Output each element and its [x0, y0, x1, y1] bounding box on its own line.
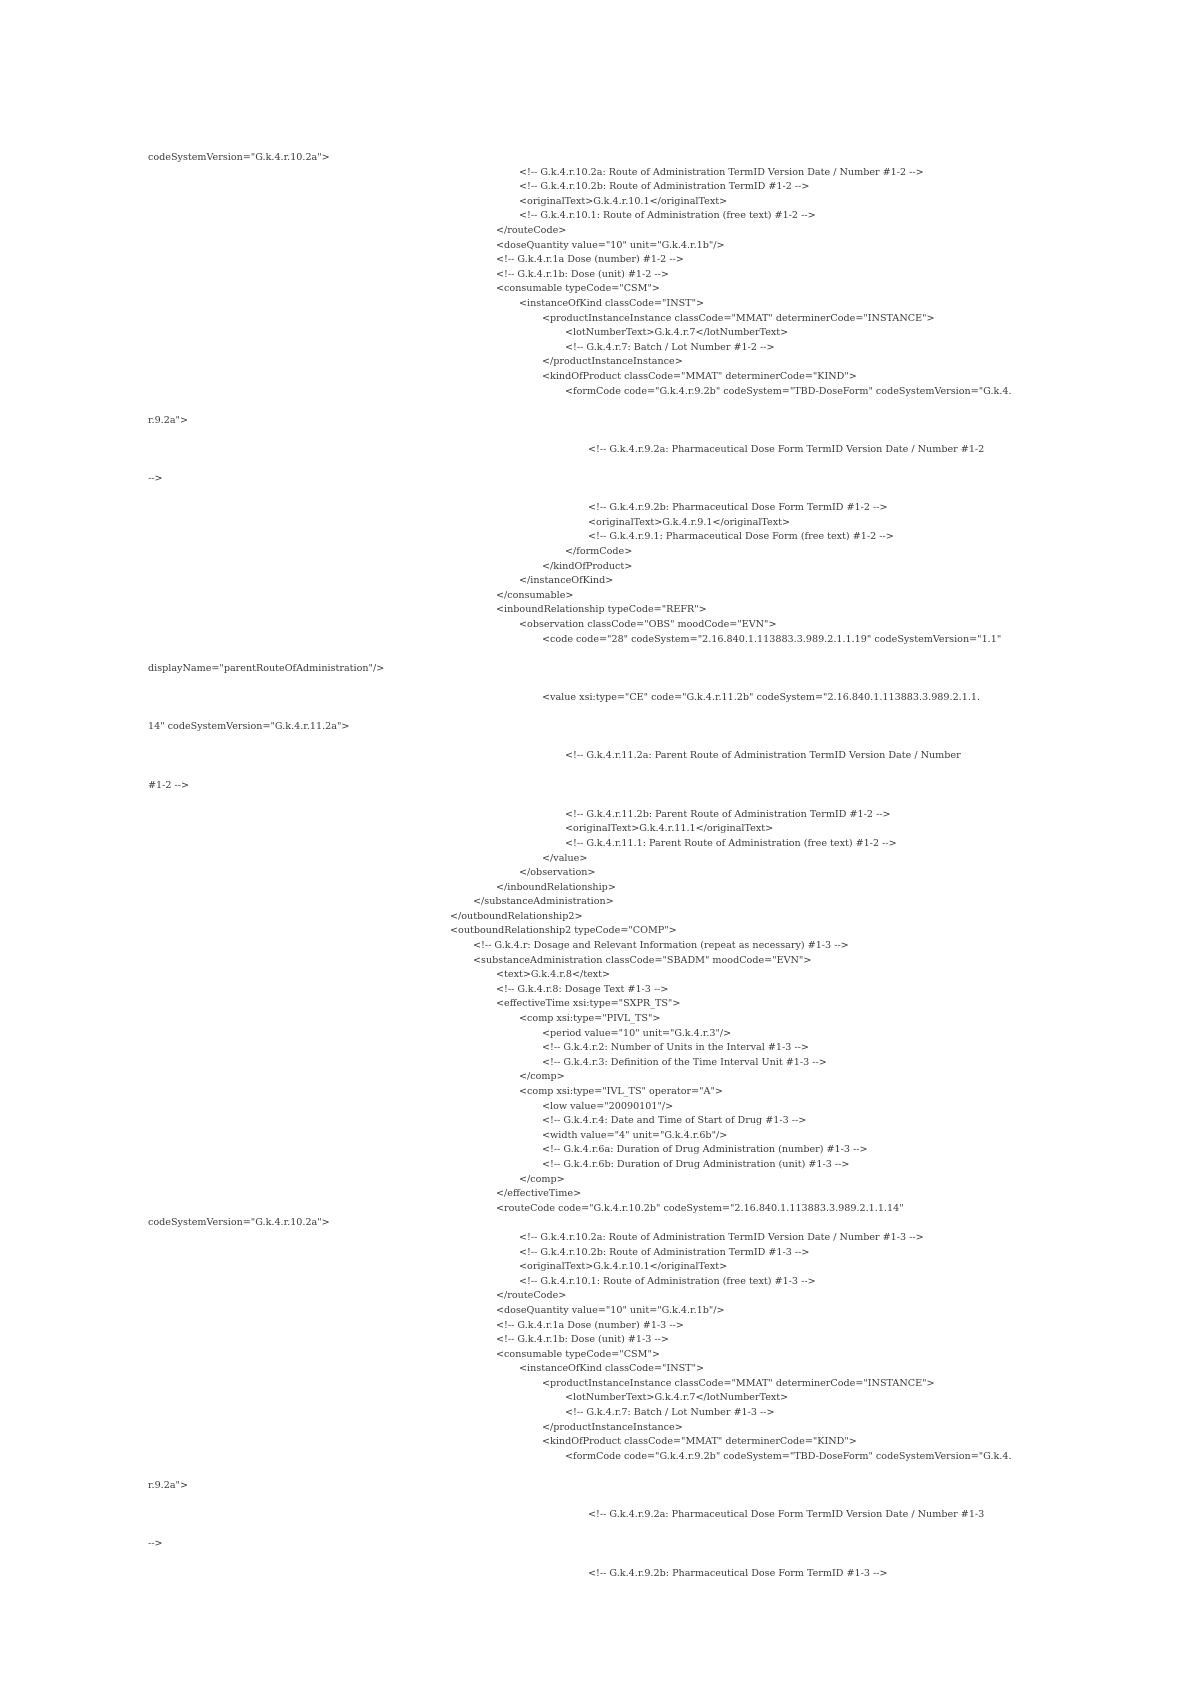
code-line-text: --> — [148, 1538, 163, 1550]
code-line — [148, 881, 1034, 896]
code-line — [148, 209, 1034, 224]
code-line — [148, 1187, 1034, 1202]
code-line-text: <effectiveTime xsi:type="SXPR_TS"> — [496, 998, 681, 1010]
code-line — [148, 224, 1034, 239]
code-line — [148, 837, 1034, 852]
code-line-text: <originalText>G.k.4.r.9.1</originalText> — [588, 516, 791, 528]
code-line-text: r.9.2a"> — [148, 414, 189, 426]
code-line — [148, 633, 1034, 662]
code-line — [148, 239, 1034, 254]
code-line-text: </value> — [542, 852, 588, 864]
code-line-text: <!-- G.k.4.r.11.2a: Parent Route of Administration TermID Version Date / Number — [565, 750, 961, 762]
code-line — [148, 852, 1034, 867]
code-line — [148, 1450, 1034, 1479]
code-line-text: <!-- G.k.4.r.2: Number of Units in the Interval #1-3 --> — [542, 1042, 809, 1054]
code-line-text: <consumable typeCode="CSM"> — [496, 1348, 660, 1360]
code-line-text: </effectiveTime> — [496, 1188, 582, 1200]
code-line-text: <!-- G.k.4.r.8: Dosage Text #1-3 --> — [496, 983, 669, 995]
code-line — [148, 1202, 1034, 1217]
code-line — [148, 1406, 1034, 1421]
code-line — [148, 954, 1034, 969]
code-line-text: <originalText>G.k.4.r.10.1</originalText> — [519, 195, 728, 207]
code-line-text: <originalText>G.k.4.r.11.1</originalText> — [565, 823, 774, 835]
code-line-text: <instanceOfKind classCode="INST"> — [519, 297, 705, 309]
code-line-text: <!-- G.k.4.r.10.1: Route of Administration (free text) #1-2 --> — [519, 210, 816, 222]
code-line — [148, 910, 1034, 925]
code-line-text: <!-- G.k.4.r.7: Batch / Lot Number #1-2 --> — [565, 341, 775, 353]
code-line-text: codeSystemVersion="G.k.4.r.10.2a"> — [148, 1217, 330, 1229]
code-line-text: <lotNumberText>G.k.4.r.7</lotNumberText> — [565, 1392, 789, 1404]
code-line — [148, 866, 1034, 881]
code-line-text: r.9.2a"> — [148, 1480, 189, 1492]
code-line — [148, 1143, 1034, 1158]
code-line — [148, 1391, 1034, 1406]
code-line — [148, 1260, 1034, 1275]
code-line — [148, 1216, 1034, 1231]
code-line — [148, 924, 1034, 939]
code-line — [148, 1246, 1034, 1261]
code-line-text: </inboundRelationship> — [496, 881, 616, 893]
code-line — [148, 779, 1034, 808]
code-line — [148, 472, 1034, 501]
code-line — [148, 151, 1034, 166]
code-line — [148, 1304, 1034, 1319]
code-line — [148, 253, 1034, 268]
code-line — [148, 166, 1034, 181]
code-line — [148, 385, 1034, 414]
code-line-text: </outboundRelationship2> — [450, 910, 583, 922]
code-line — [148, 618, 1034, 633]
code-line — [148, 720, 1034, 749]
code-line — [148, 749, 1034, 778]
code-line-text: <!-- G.k.4.r.1b: Dose (unit) #1-3 --> — [496, 1334, 669, 1346]
code-line-text: <observation classCode="OBS" moodCode="EVN"> — [519, 619, 777, 630]
code-line-text: <comp xsi:type="IVL_TS" operator="A"> — [519, 1086, 723, 1097]
code-line — [148, 297, 1034, 312]
code-line-text: <value xsi:type="CE" code="G.k.4.r.11.2b" codeSystem="2.16.840.1.113883.3.989.2.1.1. — [542, 691, 981, 703]
code-line — [148, 1012, 1034, 1027]
code-line — [148, 1100, 1034, 1115]
code-line-text: <comp xsi:type="PIVL_TS"> — [519, 1013, 661, 1025]
code-line-text: </consumable> — [496, 589, 574, 601]
code-line — [148, 1567, 1034, 1582]
code-line — [148, 822, 1034, 837]
code-line — [148, 603, 1034, 618]
code-line-text: </routeCode> — [496, 224, 567, 236]
code-line — [148, 968, 1034, 983]
code-line — [148, 808, 1034, 823]
code-line-text: <!-- G.k.4.r.9.2b: Pharmaceutical Dose Form TermID #1-3 --> — [588, 1567, 888, 1579]
code-line-text: <!-- G.k.4.r.10.1: Route of Administration (free text) #1-3 --> — [519, 1275, 816, 1287]
code-line — [148, 895, 1034, 910]
code-line — [148, 1085, 1034, 1100]
code-line — [148, 516, 1034, 531]
code-line-text: <doseQuantity value="10" unit="G.k.4.r.1b"/> — [496, 239, 725, 251]
code-line-text: <!-- G.k.4.r.11.2b: Parent Route of Administration TermID #1-2 --> — [565, 808, 891, 820]
code-line-text: <!-- G.k.4.r.10.2b: Route of Administration TermID #1-3 --> — [519, 1246, 810, 1258]
code-line — [148, 589, 1034, 604]
code-line — [148, 1056, 1034, 1071]
code-line — [148, 1070, 1034, 1085]
code-line — [148, 282, 1034, 297]
code-line — [148, 1377, 1034, 1392]
code-line-text: <!-- G.k.4.r.9.1: Pharmaceutical Dose Form (free text) #1-2 --> — [588, 531, 894, 543]
code-line-text: <!-- G.k.4.r.7: Batch / Lot Number #1-3 --> — [565, 1407, 775, 1419]
code-line-text: <width value="4" unit="G.k.4.r.6b"/> — [542, 1129, 728, 1141]
code-line — [148, 1421, 1034, 1436]
code-line — [148, 997, 1034, 1012]
code-line-text: </substanceAdministration> — [473, 896, 614, 908]
code-line — [148, 545, 1034, 560]
code-line-text: <consumable typeCode="CSM"> — [496, 283, 660, 295]
code-line-text: <code code="28" codeSystem="2.16.840.1.113883.3.989.2.1.1.19" codeSystemVersion="1.1" — [542, 633, 1002, 645]
code-line-text: <routeCode code="G.k.4.r.10.2b" codeSystem="2.16.840.1.113883.3.989.2.1.1.14" — [496, 1202, 904, 1214]
code-line-text: codeSystemVersion="G.k.4.r.10.2a"> — [148, 152, 330, 163]
code-line — [148, 1435, 1034, 1450]
code-line-text: </comp> — [519, 1071, 565, 1083]
code-line — [148, 1231, 1034, 1246]
code-line-text: <!-- G.k.4.r.6a: Duration of Drug Administration (number) #1-3 --> — [542, 1144, 868, 1156]
code-line-text: <originalText>G.k.4.r.10.1</originalText> — [519, 1261, 728, 1273]
code-line-text: <kindOfProduct classCode="MMAT" determinerCode="KIND"> — [542, 370, 857, 382]
code-line-text: <formCode code="G.k.4.r.9.2b" codeSystem="TBD-DoseForm" codeSystemVersion="G.k.4. — [565, 1450, 1012, 1462]
code-line-text: </productInstanceInstance> — [542, 356, 683, 368]
code-line — [148, 574, 1034, 589]
code-line-text: <productInstanceInstance classCode="MMAT" determinerCode="INSTANCE"> — [542, 312, 935, 324]
code-line-text: <!-- G.k.4.r.9.2a: Pharmaceutical Dose Form TermID Version Date / Number #1-2 — [588, 443, 985, 455]
code-line — [148, 414, 1034, 443]
code-line — [148, 312, 1034, 327]
code-line-text: <!-- G.k.4.r: Dosage and Relevant Information (repeat as necessary) #1-3 --> — [473, 940, 849, 952]
code-line — [148, 326, 1034, 341]
code-line — [148, 939, 1034, 954]
code-line — [148, 341, 1034, 356]
code-line-text: <!-- G.k.4.r.6b: Duration of Drug Administration (unit) #1-3 --> — [542, 1158, 850, 1170]
code-line — [148, 1158, 1034, 1173]
code-line-text: displayName="parentRouteOfAdministration"/> — [148, 662, 385, 674]
code-line-text: </formCode> — [565, 546, 633, 558]
code-line-text: <!-- G.k.4.r.1a Dose (number) #1-3 --> — [496, 1319, 684, 1331]
code-line-text: <!-- G.k.4.r.10.2a: Route of Administration TermID Version Date / Number #1-2 --> — [519, 166, 924, 178]
code-line-text: <outboundRelationship2 typeCode="COMP"> — [450, 925, 677, 937]
code-line-text: </instanceOfKind> — [519, 575, 614, 587]
code-line — [148, 501, 1034, 516]
code-line-text: <!-- G.k.4.r.9.2a: Pharmaceutical Dose Form TermID Version Date / Number #1-3 — [588, 1509, 985, 1521]
code-line-text: <!-- G.k.4.r.11.1: Parent Route of Administration (free text) #1-2 --> — [565, 837, 897, 849]
code-line-text: </productInstanceInstance> — [542, 1421, 683, 1433]
code-line — [148, 530, 1034, 545]
code-line-text: <formCode code="G.k.4.r.9.2b" codeSystem="TBD-DoseForm" codeSystemVersion="G.k.4. — [565, 385, 1012, 397]
code-line-text: <inboundRelationship typeCode="REFR"> — [496, 604, 707, 616]
code-line-text: <lotNumberText>G.k.4.r.7</lotNumberText> — [565, 327, 789, 339]
code-line-text: <low value="20090101"/> — [542, 1100, 674, 1112]
code-line — [148, 195, 1034, 210]
code-line — [148, 1319, 1034, 1334]
code-line-text: 14" codeSystemVersion="G.k.4.r.11.2a"> — [148, 721, 350, 733]
code-line — [148, 443, 1034, 472]
code-line-text: <text>G.k.4.r.8</text> — [496, 969, 611, 981]
code-line — [148, 1027, 1034, 1042]
code-line-text: </routeCode> — [496, 1290, 567, 1302]
code-line-text: <!-- G.k.4.r.1a Dose (number) #1-2 --> — [496, 254, 684, 266]
code-line — [148, 1362, 1034, 1377]
code-line — [148, 1289, 1034, 1304]
code-line-text: --> — [148, 473, 163, 485]
code-line-text: <!-- G.k.4.r.9.2b: Pharmaceutical Dose Form TermID #1-2 --> — [588, 502, 888, 514]
code-line-text: <period value="10" unit="G.k.4.r.3"/> — [542, 1027, 732, 1039]
code-line-text: <!-- G.k.4.r.1b: Dose (unit) #1-2 --> — [496, 268, 669, 280]
code-line-text: <kindOfProduct classCode="MMAT" determinerCode="KIND"> — [542, 1436, 857, 1448]
code-line-text: <!-- G.k.4.r.10.2b: Route of Administration TermID #1-2 --> — [519, 181, 810, 193]
code-line — [148, 1333, 1034, 1348]
code-line — [148, 1129, 1034, 1144]
code-line-text: <!-- G.k.4.r.3: Definition of the Time Interval Unit #1-3 --> — [542, 1056, 827, 1068]
code-line — [148, 691, 1034, 720]
code-line-text: </observation> — [519, 867, 596, 879]
code-line — [148, 180, 1034, 195]
code-line-text: <!-- G.k.4.r.4: Date and Time of Start of Drug #1-3 --> — [542, 1115, 807, 1127]
code-line — [148, 1275, 1034, 1290]
code-line — [148, 355, 1034, 370]
code-line — [148, 560, 1034, 575]
code-line — [148, 1114, 1034, 1129]
code-line-text: <doseQuantity value="10" unit="G.k.4.r.1b"/> — [496, 1304, 725, 1316]
code-line — [148, 1508, 1034, 1537]
code-line-text: <substanceAdministration classCode="SBADM" moodCode="EVN"> — [473, 954, 812, 966]
code-line-text: </kindOfProduct> — [542, 560, 633, 572]
code-line — [148, 1173, 1034, 1188]
xml-code-listing — [148, 151, 1034, 1581]
code-line — [148, 983, 1034, 998]
code-line-text: <productInstanceInstance classCode="MMAT" determinerCode="INSTANCE"> — [542, 1377, 935, 1389]
code-line — [148, 1348, 1034, 1363]
code-line-text: <!-- G.k.4.r.10.2a: Route of Administration TermID Version Date / Number #1-3 --> — [519, 1231, 924, 1243]
code-line-text: <instanceOfKind classCode="INST"> — [519, 1363, 705, 1375]
code-line — [148, 662, 1034, 691]
code-line-text: </comp> — [519, 1173, 565, 1185]
code-line — [148, 370, 1034, 385]
code-line — [148, 1479, 1034, 1508]
code-line — [148, 1041, 1034, 1056]
code-line — [148, 1537, 1034, 1566]
code-line-text: #1-2 --> — [148, 779, 190, 791]
code-line — [148, 268, 1034, 283]
